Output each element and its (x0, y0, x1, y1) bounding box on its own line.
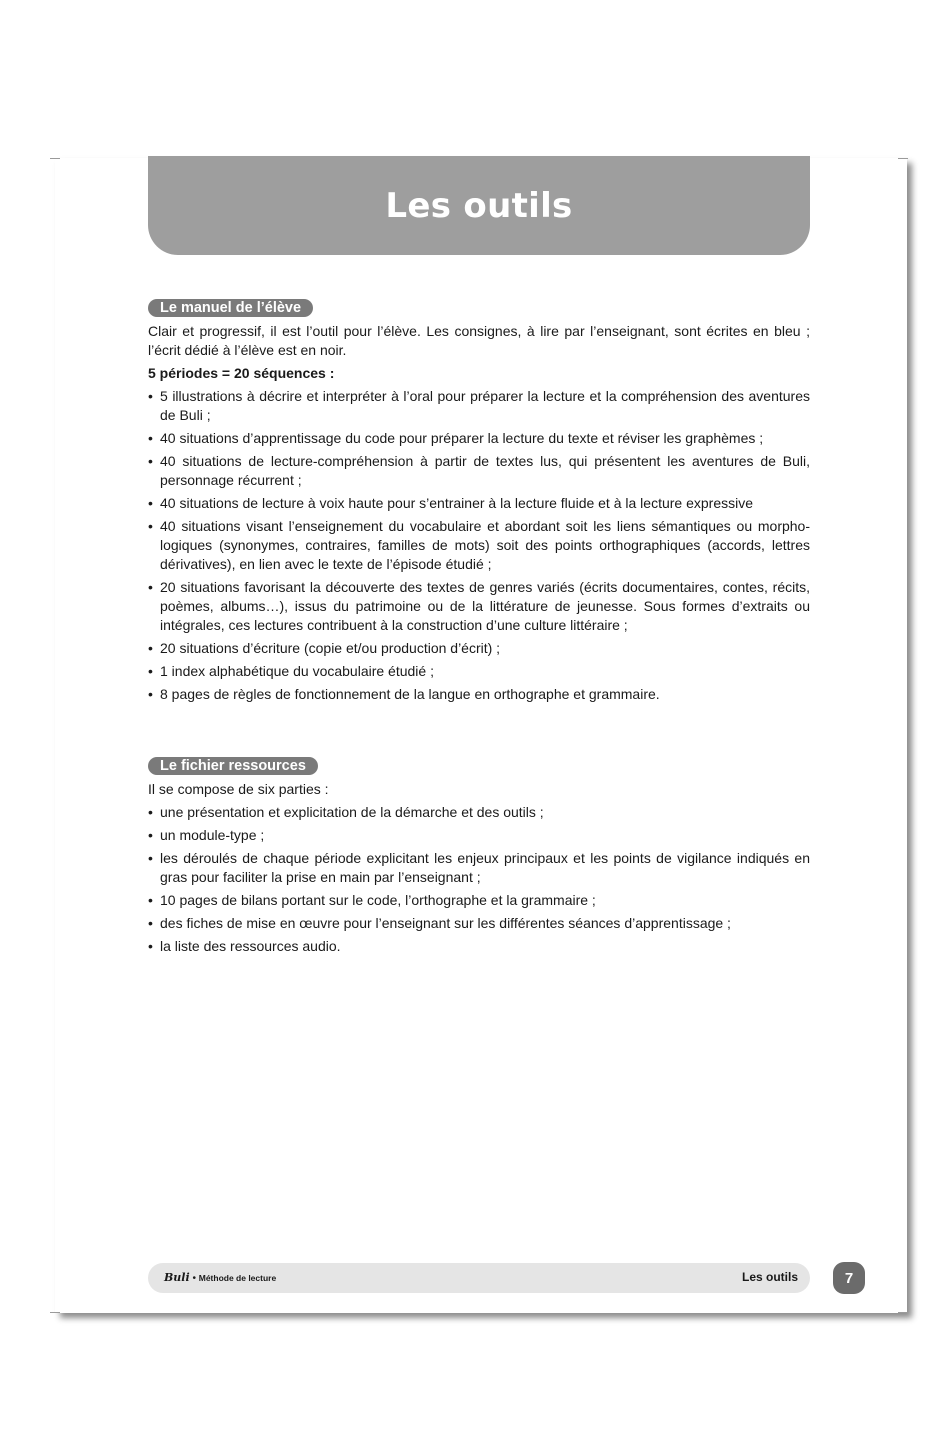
bullet-list (148, 803, 810, 956)
list-item: • 20 situations d’écriture (copie et/ou production d’écrit) ; (148, 639, 810, 658)
list-item: • 40 situations de lecture à voix haute pour s’entrainer à la lecture fluide et à la lecture expressive (148, 494, 810, 513)
bullet-list (148, 387, 810, 704)
page-title: Les outils (385, 185, 573, 226)
crop-mark-top-left (50, 158, 60, 159)
footer-subtitle: Méthode de lecture (198, 1273, 277, 1283)
crop-mark-bottom-left (50, 1312, 60, 1313)
section-manuel-eleve (148, 298, 810, 704)
list-item: • 40 situations de lecture-compréhension à partir de textes lus, qui présentent les aventures de Buli, personnage récurrent ; (148, 452, 810, 490)
list-item: • les déroulés de chaque période explicitant les enjeux principaux et les points de vigilance indiqués en gras pour faciliter la prise en main par l’enseignant ; (148, 849, 810, 887)
page-number: 7 (833, 1262, 865, 1294)
footer-section-title: Les outils (741, 1270, 798, 1284)
list-item: • 1 index alphabétique du vocabulaire étudié ; (148, 662, 810, 681)
section-heading: Le fichier ressources (148, 757, 318, 775)
list-item: • 8 pages de règles de fonctionnement de la langue en orthographe et grammaire. (148, 685, 810, 704)
list-item: • des fiches de mise en œuvre pour l’enseignant sur les différentes séances d’apprentissage ; (148, 914, 810, 933)
section-intro: Clair et progressif, il est l’outil pour l’élève. Les consignes, à lire par l’enseignant, sont écrites en bleu ; l’écrit dédié à l’élève est en noir. (148, 323, 810, 358)
section-heading: Le manuel de l’élève (148, 299, 313, 317)
list-item: • un module-type ; (148, 826, 810, 845)
list-item: • 10 pages de bilans portant sur le code, l’orthographe et la grammaire ; (148, 891, 810, 910)
footer-brand (164, 1271, 276, 1284)
page-footer (148, 1263, 810, 1293)
list-item: • la liste des ressources audio. (148, 937, 810, 956)
crop-mark-top-right (898, 158, 908, 159)
list-item: • 20 situations favorisant la découverte des textes de genres variés (écrits documentaires, contes, récits, poèmes, albums…), issus du patrimoine ou de la littérature de jeunesse. Sous formes d’extraits ou intégrales, ces lectures contribuent à la construction d’une culture littéraire ; (148, 578, 810, 635)
list-item: • 5 illustrations à décrire et interpréter à l’oral pour préparer la lecture et la compréhension des aventures de Buli ; (148, 387, 810, 425)
section-intro: Il se compose de six parties : (148, 781, 329, 797)
brand-logo: Buli (164, 1271, 190, 1284)
title-banner (148, 156, 810, 255)
section-fichier-ressources (148, 756, 810, 956)
list-item: • 40 situations d’apprentissage du code pour préparer la lecture du texte et réviser les graphèmes ; (148, 429, 810, 448)
footer-separator: • (192, 1273, 196, 1284)
list-item: • 40 situations visant l’enseignement du vocabulaire et abordant soit les liens sémantiques ou morpho-logiques (synonymes, contraires, familles de mots) soit des points orthographiques (accords, lettres dérivatives), en lien avec le texte de l’épisode étudié ; (148, 517, 810, 574)
list-item: • une présentation et explicitation de la démarche et des outils ; (148, 803, 810, 822)
section-subheading: 5 périodes = 20 séquences : (148, 365, 335, 381)
crop-mark-bottom-right (898, 1312, 908, 1313)
